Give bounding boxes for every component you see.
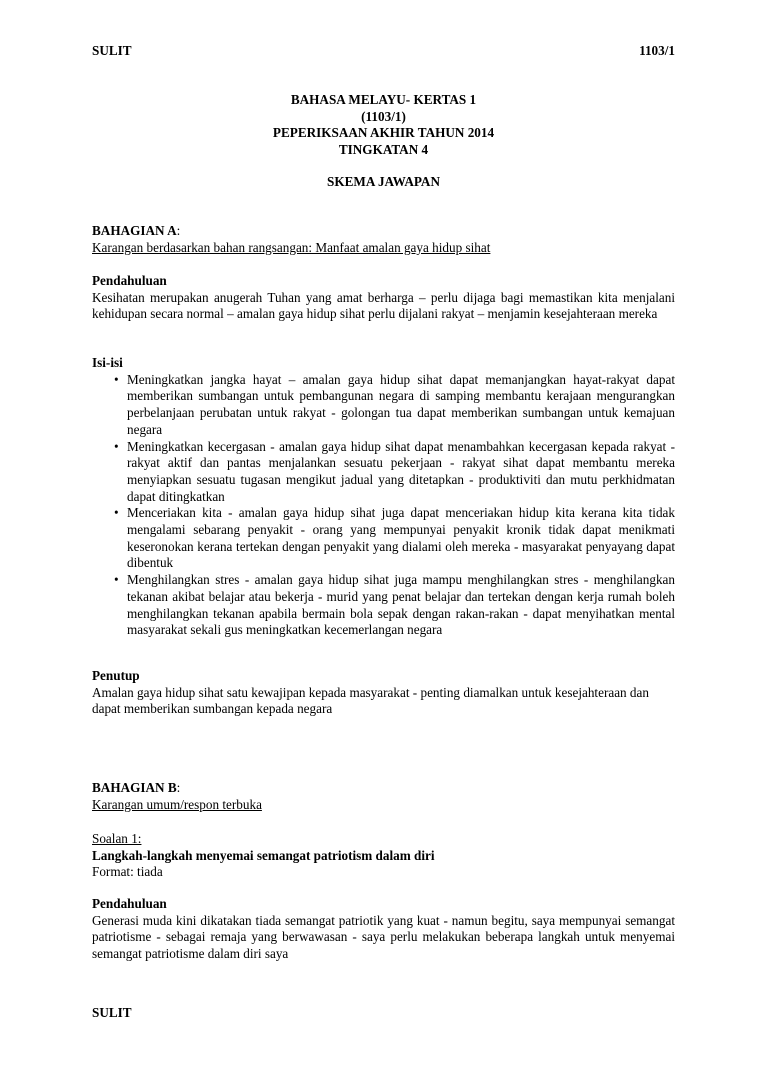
section-b-colon: : bbox=[176, 780, 181, 795]
section-b-heading: BAHAGIAN B bbox=[92, 780, 177, 795]
section-b-pendahuluan-text: Generasi muda kini dikatakan tiada semangat patriotik yang kuat - namun begitu, saya mempunyai semangat patriotisme - sebagai remaja yang berwawasan - saya perlu melakukan beberapa langkah untuk menyemai semangat patriotisme dalam diri saya bbox=[92, 912, 675, 962]
title-line-code: (1103/1) bbox=[361, 108, 406, 124]
isi-item bbox=[92, 572, 675, 639]
skema-heading: SKEMA JAWAPAN bbox=[327, 174, 440, 189]
isi-item-text: Menceriakan kita - amalan gaya hidup sihat juga dapat menceriakan hidup kita kerana kita tidak mengalami sebarang penyakit - orang yang mempunyai penyakit kronik tidak dapat menikmati keseronokan kerana tertekan dengan penyakit yang dialami oleh mereka - masyarakat penyayang dapat dibentuk bbox=[127, 505, 675, 571]
section-a-isi-heading: Isi-isi bbox=[92, 355, 123, 370]
soalan-format: Format: tiada bbox=[92, 864, 163, 880]
page-footer: SULIT bbox=[92, 1005, 132, 1020]
isi-item bbox=[92, 439, 675, 506]
section-a-pendahuluan-heading: Pendahuluan bbox=[92, 273, 167, 288]
section-a-pendahuluan-text: Kesihatan merupakan anugerah Tuhan yang amat berharga – perlu dijaga bagi memastikan kita menjalani kehidupan secara normal – amalan gaya hidup sihat perlu dijalani rakyat – menjamin kesejahteraan mereka bbox=[92, 289, 675, 322]
section-a-pendahuluan bbox=[92, 273, 675, 323]
title-line-exam: PEPERIKSAAN AKHIR TAHUN 2014 bbox=[272, 125, 495, 140]
header-classification: SULIT bbox=[92, 43, 132, 58]
section-a-heading: BAHAGIAN A bbox=[92, 223, 177, 238]
soalan-label: Soalan 1: bbox=[92, 831, 142, 846]
section-b-pendahuluan bbox=[92, 896, 675, 963]
bullet-icon: • bbox=[114, 438, 119, 454]
section-b-pendahuluan-heading: Pendahuluan bbox=[92, 896, 167, 911]
section-a-penutup-text: Amalan gaya hidup sihat satu kewajipan kepada masyarakat - penting diamalkan untuk kesejahteraan dan dapat memberikan sumbangan kepada negara bbox=[92, 684, 649, 717]
section-a-colon: : bbox=[176, 223, 181, 238]
section-b-heading-block bbox=[92, 780, 675, 813]
section-a-penutup-heading: Penutup bbox=[92, 668, 140, 683]
header-paper-code: 1103/1 bbox=[639, 43, 675, 58]
section-a-isi bbox=[92, 355, 675, 639]
title-line-form: TINGKATAN 4 bbox=[338, 141, 429, 157]
bullet-icon: • bbox=[114, 572, 119, 588]
isi-item bbox=[92, 505, 675, 572]
section-b-subtitle: Karangan umum/respon terbuka bbox=[92, 796, 262, 812]
section-b-soalan bbox=[92, 831, 675, 881]
page-header bbox=[92, 43, 675, 61]
section-a-penutup bbox=[92, 668, 675, 718]
bullet-icon: • bbox=[114, 371, 119, 387]
section-a-heading-block bbox=[92, 223, 675, 256]
document-title bbox=[92, 92, 675, 158]
isi-item-text: Meningkatkan jangka hayat – amalan gaya hidup sihat dapat memanjangkan hayat-rakyat dapat memberikan sumbangan untuk pembangunan negara di samping membantu kerajaan mengurangkan perbelanjaan perubatan untuk rakyat - golongan tua dapat memberikan sumbangan untuk kemajuan negara bbox=[127, 371, 675, 437]
title-line-subject: BAHASA MELAYU- KERTAS 1 bbox=[290, 92, 477, 107]
section-a-subtitle: Karangan berdasarkan bahan rangsangan: Manfaat amalan gaya hidup sihat bbox=[92, 239, 491, 255]
isi-item-text: Meningkatkan kecergasan - amalan gaya hidup sihat dapat menambahkan kecergasan kepada rakyat - rakyat aktif dan pantas menjalankan sesuatu pekerjaan - rakyat sihat dapat membantu mereka menyiapkan sesuatu tugasan mengikut jadual yang ditetapkan - produktiviti dan mutu perkhidmatan dapat ditingkatkan bbox=[127, 438, 675, 504]
soalan-title: Langkah-langkah menyemai semangat patriotism dalam diri bbox=[92, 847, 435, 863]
isi-item-text: Menghilangkan stres - amalan gaya hidup sihat juga mampu menghilangkan stres - menghilangkan tekanan akibat belajar atau bekerja - murid yang penat belajar dan tertekan dengan kerja rumah boleh menghilangkan tekanan apabila bermain bola sepak dengan rakan-rakan - dapat menyihatkan mental masyarakat sekali gus meningkatkan kecemerlangan negara bbox=[127, 572, 675, 638]
bullet-icon: • bbox=[114, 505, 119, 521]
isi-item bbox=[92, 372, 675, 439]
isi-list bbox=[92, 372, 675, 639]
